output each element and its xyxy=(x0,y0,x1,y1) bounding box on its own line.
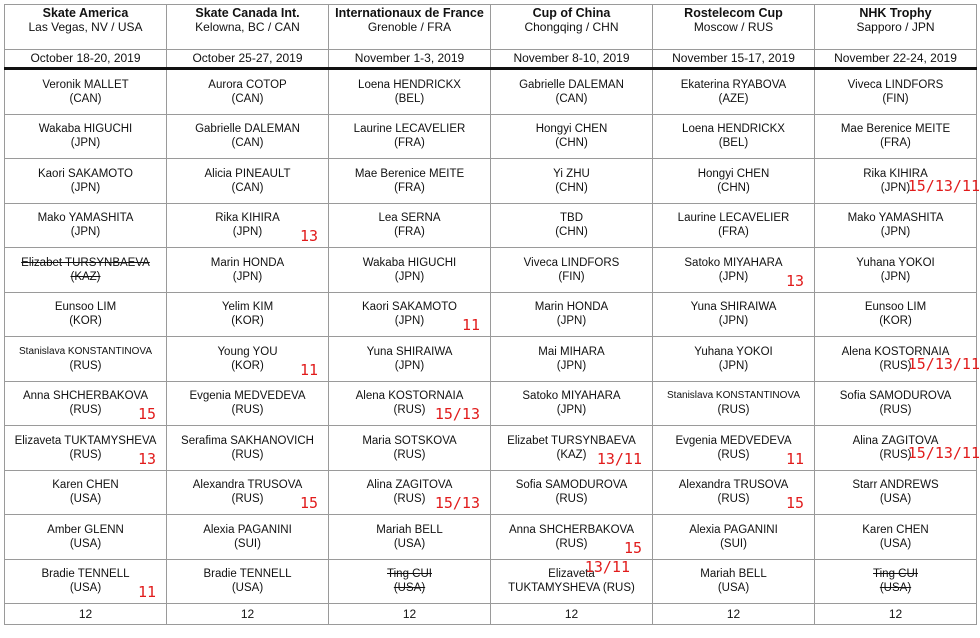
skater-name: Stanislava KONSTANTINOVA xyxy=(667,390,800,402)
skater-country: (FRA) xyxy=(718,226,749,239)
skater-cell xyxy=(815,559,977,604)
skater-name: Karen CHEN xyxy=(52,479,119,492)
skater-cell xyxy=(653,159,815,204)
table-row xyxy=(5,69,977,115)
skater-country: (KOR) xyxy=(231,359,264,372)
handwritten-annotation: 13 xyxy=(137,449,156,468)
skater-cell xyxy=(167,203,329,248)
skater-country: (KOR) xyxy=(879,315,912,328)
skater-cell xyxy=(491,292,653,337)
skater-country: (KAZ) xyxy=(70,270,101,283)
event-total: 12 xyxy=(815,604,977,625)
skater-cell xyxy=(815,426,980,471)
skater-country: (FIN) xyxy=(558,270,585,283)
skater-country: (RUS) xyxy=(879,448,912,461)
table-row xyxy=(5,559,977,604)
skater-name: Eunsoo LIM xyxy=(54,301,117,314)
skater-cell xyxy=(653,114,815,159)
skater-cell xyxy=(5,203,167,248)
skater-country: (KOR) xyxy=(231,315,264,328)
event-header-cell xyxy=(653,5,815,50)
handwritten-annotation: 11 xyxy=(785,449,804,468)
skater-country: (USA) xyxy=(879,537,912,550)
skater-name: Yuna SHIRAIWA xyxy=(366,345,453,358)
handwritten-annotation: 11 xyxy=(137,583,156,601)
event-location: Sapporo / JPN xyxy=(856,20,935,34)
skater-country: (CHN) xyxy=(717,181,750,194)
skater-country: (KOR) xyxy=(69,315,102,328)
skater-name: Alena KOSTORNAIA xyxy=(355,390,464,403)
skater-name: Ting CUI xyxy=(873,568,918,581)
skater-cell xyxy=(815,381,977,426)
skater-cell xyxy=(329,559,491,604)
handwritten-annotation: 15/13 xyxy=(434,405,480,423)
skater-cell xyxy=(329,248,491,293)
skater-name: Amber GLENN xyxy=(47,523,124,536)
skater-country: (USA) xyxy=(393,582,426,595)
skater-name: Young YOU xyxy=(217,345,278,358)
skater-name: Rika KIHIRA xyxy=(863,167,928,180)
event-total: 12 xyxy=(329,604,491,625)
skater-cell xyxy=(167,470,329,515)
skater-cell xyxy=(329,203,491,248)
table-row xyxy=(5,337,977,382)
skater-name: TBD xyxy=(560,212,583,225)
skater-cell xyxy=(329,337,491,382)
skater-country: (JPN) xyxy=(718,359,749,372)
skater-name: Mariah BELL xyxy=(376,523,443,536)
skater-cell xyxy=(167,159,329,204)
skater-country: (RUS) xyxy=(231,493,264,506)
event-total: 12 xyxy=(491,604,653,625)
event-header-cell xyxy=(815,5,977,50)
skater-name: Wakaba HIGUCHI xyxy=(38,123,133,136)
skater-name: Laurine LECAVELIER xyxy=(353,123,466,136)
skater-name: Gabrielle DALEMAN xyxy=(519,78,624,91)
skater-country: (USA) xyxy=(393,537,426,550)
skater-cell xyxy=(815,292,977,337)
skater-name: Mae Berenice MEITE xyxy=(354,167,465,180)
skater-name: Mae Berenice MEITE xyxy=(840,123,951,136)
skater-country: TUKTAMYSHEVA (RUS) xyxy=(508,582,635,595)
skater-cell xyxy=(329,69,491,115)
skater-country: (JPN) xyxy=(718,315,749,328)
skater-cell xyxy=(653,337,815,382)
skater-cell xyxy=(167,337,329,382)
skater-name: Mai MIHARA xyxy=(538,345,605,358)
skater-country: (RUS) xyxy=(879,359,912,372)
skater-country: (CAN) xyxy=(231,181,264,194)
skater-cell xyxy=(491,248,653,293)
event-total: 12 xyxy=(167,604,329,625)
skater-name: Alicia PINEAULT xyxy=(204,167,291,180)
skater-name: Alina ZAGITOVA xyxy=(852,434,939,447)
skater-country: (CAN) xyxy=(231,137,264,150)
skater-name: Yuhana YOKOI xyxy=(694,345,773,358)
skater-cell xyxy=(167,381,329,426)
skater-cell xyxy=(815,114,977,159)
table-row xyxy=(5,381,977,426)
skater-name: Bradie TENNELL xyxy=(41,568,130,581)
skater-cell xyxy=(815,337,980,382)
skater-country: (RUS) xyxy=(717,448,750,461)
skater-cell xyxy=(491,381,653,426)
event-header-cell xyxy=(167,5,329,50)
skater-name: Gabrielle DALEMAN xyxy=(195,123,300,136)
skater-cell xyxy=(167,248,329,293)
skater-country: (RUS) xyxy=(717,404,750,417)
skater-cell xyxy=(491,203,653,248)
skater-cell xyxy=(329,515,491,560)
handwritten-annotation: 13 xyxy=(299,227,318,245)
skater-country: (RUS) xyxy=(393,404,426,417)
skater-country: (SUI) xyxy=(720,537,747,550)
skater-name: Alena KOSTORNAIA xyxy=(841,345,950,358)
skater-name: Ekaterina RYABOVA xyxy=(680,78,787,91)
event-dates: November 8-10, 2019 xyxy=(491,50,653,69)
skater-name: Alina ZAGITOVA xyxy=(366,479,453,492)
skater-cell xyxy=(167,114,329,159)
skater-country: (JPN) xyxy=(394,359,425,372)
skater-name: Sofia SAMODUROVA xyxy=(839,390,952,403)
skater-name: Wakaba HIGUCHI xyxy=(362,256,457,269)
handwritten-annotation: 13/11 xyxy=(584,557,630,576)
skater-cell xyxy=(815,203,977,248)
skater-name: Hongyi CHEN xyxy=(535,123,608,136)
table-row xyxy=(5,248,977,293)
skater-country: (USA) xyxy=(717,582,750,595)
totals-row xyxy=(5,604,977,625)
skater-country: (RUS) xyxy=(69,404,102,417)
skater-name: Yi ZHU xyxy=(553,167,590,180)
skater-country: (CAN) xyxy=(231,92,264,105)
skater-name: Mako YAMASHITA xyxy=(847,212,944,225)
skater-country: (BEL) xyxy=(394,92,425,105)
skater-name: Anna SHCHERBAKOVA xyxy=(508,523,635,536)
skater-cell xyxy=(491,69,653,115)
skater-name: Alexandra TRUSOVA xyxy=(192,479,303,492)
handwritten-annotation: 13 xyxy=(785,271,804,290)
skater-name: Viveca LINDFORS xyxy=(847,78,944,91)
skater-country: (KAZ) xyxy=(556,448,587,461)
table-row xyxy=(5,114,977,159)
skater-cell xyxy=(815,159,980,204)
skater-cell xyxy=(815,515,977,560)
skater-country: (RUS) xyxy=(393,448,426,461)
table-body xyxy=(5,5,980,625)
event-name: Skate Canada Int. xyxy=(195,6,300,20)
event-name: Cup of China xyxy=(532,6,611,20)
event-location: Moscow / RUS xyxy=(693,20,774,34)
event-header-cell xyxy=(329,5,491,50)
skater-name: Laurine LECAVELIER xyxy=(677,212,790,225)
handwritten-annotation: 15/13/11 xyxy=(907,354,980,373)
skater-name: Karen CHEN xyxy=(862,523,929,536)
event-dates: November 22-24, 2019 xyxy=(815,50,977,69)
skater-country: (AZE) xyxy=(718,92,749,105)
skater-cell xyxy=(491,114,653,159)
skater-country: (USA) xyxy=(69,537,102,550)
skater-country: (BEL) xyxy=(718,137,749,150)
skater-name: Marin HONDA xyxy=(210,256,285,269)
skater-name: Serafima SAKHANOVICH xyxy=(181,434,314,447)
skater-cell xyxy=(167,292,329,337)
event-dates: November 1-3, 2019 xyxy=(329,50,491,69)
table-row xyxy=(5,470,977,515)
skater-cell xyxy=(491,470,653,515)
skater-name: Aurora COTOP xyxy=(208,78,287,91)
skater-name: Mako YAMASHITA xyxy=(37,212,134,225)
skater-name: Evgenia MEDVEDEVA xyxy=(189,390,306,403)
skater-country: (JPN) xyxy=(880,181,911,194)
skater-country: (JPN) xyxy=(880,270,911,283)
skater-country: (JPN) xyxy=(556,359,587,372)
skater-cell xyxy=(653,292,815,337)
event-dates: October 18-20, 2019 xyxy=(5,50,167,69)
event-location: Grenoble / FRA xyxy=(367,20,452,34)
event-location: Kelowna, BC / CAN xyxy=(195,20,300,34)
skater-name: Mariah BELL xyxy=(700,568,767,581)
skater-country: (JPN) xyxy=(70,226,101,239)
skater-country: (JPN) xyxy=(718,270,749,283)
skater-country: (JPN) xyxy=(880,226,911,239)
skater-name: Yuhana YOKOI xyxy=(856,256,935,269)
skater-name: Sofia SAMODUROVA xyxy=(515,479,628,492)
table-row xyxy=(5,292,977,337)
event-name: Rostelecom Cup xyxy=(684,6,783,20)
event-total: 12 xyxy=(5,604,167,625)
skater-name: Veronik MALLET xyxy=(42,78,129,91)
skater-country: (USA) xyxy=(879,493,912,506)
skater-cell xyxy=(653,470,815,515)
skater-name: Bradie TENNELL xyxy=(203,568,292,581)
skater-cell xyxy=(5,381,167,426)
skater-cell xyxy=(815,69,977,115)
skater-name: Elizabet TURSYNBAEVA xyxy=(507,434,636,447)
skater-cell xyxy=(815,248,977,293)
skater-country: (JPN) xyxy=(70,137,101,150)
event-header-cell xyxy=(491,5,653,50)
handwritten-annotation: 13/11 xyxy=(596,449,642,468)
skater-name: Marin HONDA xyxy=(534,301,609,314)
skater-country: (RUS) xyxy=(393,493,426,506)
skater-country: (CHN) xyxy=(555,226,588,239)
skater-cell xyxy=(653,559,815,604)
skater-name: Lea SERNA xyxy=(378,212,441,225)
handwritten-annotation: 15 xyxy=(299,494,318,512)
skater-name: Satoko MIYAHARA xyxy=(684,256,783,269)
skater-name: Yelim KIM xyxy=(221,301,274,314)
skater-country: (JPN) xyxy=(556,404,587,417)
skater-name: Kaori SAKAMOTO xyxy=(37,167,133,180)
skater-country: (CHN) xyxy=(555,181,588,194)
skater-name: Hongyi CHEN xyxy=(697,167,770,180)
skater-name: Elizabet TURSYNBAEVA xyxy=(21,256,150,269)
skater-country: (RUS) xyxy=(231,404,264,417)
event-dates-row xyxy=(5,50,977,69)
skater-country: (JPN) xyxy=(70,181,101,194)
skater-cell xyxy=(329,381,491,426)
skater-country: (RUS) xyxy=(555,493,588,506)
skater-cell xyxy=(167,69,329,115)
skater-country: (RUS) xyxy=(879,404,912,417)
skater-country: (USA) xyxy=(69,493,102,506)
skater-country: (RUS) xyxy=(717,493,750,506)
skater-country: (CAN) xyxy=(555,92,588,105)
skater-cell xyxy=(329,292,491,337)
skater-name: Viveca LINDFORS xyxy=(523,256,620,269)
skater-name: Eunsoo LIM xyxy=(864,301,927,314)
handwritten-annotation: 15/13/11 xyxy=(907,443,980,462)
skater-country: (JPN) xyxy=(232,270,263,283)
skater-name: Stanislava KONSTANTINOVA xyxy=(19,345,152,357)
handwritten-annotation: 15 xyxy=(785,494,804,512)
skater-cell xyxy=(653,248,815,293)
handwritten-annotation: 15 xyxy=(137,405,156,423)
skater-country: (USA) xyxy=(231,582,264,595)
skater-cell xyxy=(5,69,167,115)
skater-country: (FRA) xyxy=(394,181,425,194)
skater-name: Kaori SAKAMOTO xyxy=(361,301,457,314)
event-dates: November 15-17, 2019 xyxy=(653,50,815,69)
skater-name: Loena HENDRICKX xyxy=(358,78,461,91)
skater-name: Elizaveta TUKTAMYSHEVA xyxy=(14,434,157,447)
skater-cell xyxy=(491,159,653,204)
skater-cell xyxy=(167,559,329,604)
skater-name: Anna SHCHERBAKOVA xyxy=(22,390,149,403)
skater-name: Evgenia MEDVEDEVA xyxy=(675,434,792,447)
handwritten-annotation: 11 xyxy=(461,316,480,334)
skater-name: Rika KIHIRA xyxy=(215,212,280,225)
event-header-row xyxy=(5,5,977,50)
skater-name: Starr ANDREWS xyxy=(852,479,939,492)
skater-country: (USA) xyxy=(879,582,912,595)
skater-country: (FRA) xyxy=(394,137,425,150)
skater-cell xyxy=(653,515,815,560)
skater-country: (JPN) xyxy=(394,270,425,283)
skater-country: (RUS) xyxy=(231,448,264,461)
event-total: 12 xyxy=(653,604,815,625)
event-location: Las Vegas, NV / USA xyxy=(28,20,143,34)
skater-cell xyxy=(5,159,167,204)
handwritten-annotation: 15/13 xyxy=(434,494,480,512)
skater-cell xyxy=(167,515,329,560)
handwritten-annotation: 15/13/11 xyxy=(907,176,980,195)
skater-country: (CHN) xyxy=(555,137,588,150)
skater-country: (RUS) xyxy=(69,448,102,461)
skater-cell xyxy=(329,114,491,159)
table-row xyxy=(5,203,977,248)
skater-cell xyxy=(491,559,653,604)
skater-cell xyxy=(5,426,167,471)
skater-cell xyxy=(5,470,167,515)
skater-name: Yuna SHIRAIWA xyxy=(690,301,777,314)
skater-cell xyxy=(329,426,491,471)
skater-country: (FIN) xyxy=(882,92,909,105)
skater-cell xyxy=(5,292,167,337)
skater-cell xyxy=(491,426,653,471)
handwritten-annotation: 11 xyxy=(299,360,318,379)
skater-cell xyxy=(5,337,167,382)
event-dates: October 25-27, 2019 xyxy=(167,50,329,69)
skater-name: Maria SOTSKOVA xyxy=(362,434,457,447)
handwritten-annotation: 15 xyxy=(623,538,642,557)
skater-cell xyxy=(5,248,167,293)
event-name: Skate America xyxy=(42,6,129,20)
skater-country: (JPN) xyxy=(394,315,425,328)
skater-country: (JPN) xyxy=(556,315,587,328)
skater-name: Alexandra TRUSOVA xyxy=(678,479,789,492)
skater-cell xyxy=(5,559,167,604)
skater-country: (RUS) xyxy=(555,537,588,550)
skater-name: Ting CUI xyxy=(387,568,432,581)
skater-country: (USA) xyxy=(69,582,102,595)
skater-cell xyxy=(5,515,167,560)
skater-name: Alexia PAGANINI xyxy=(689,523,778,536)
skater-cell xyxy=(167,426,329,471)
table-row xyxy=(5,515,977,560)
skater-country: (JPN) xyxy=(232,226,263,239)
skater-cell xyxy=(653,381,815,426)
skater-cell xyxy=(491,515,653,560)
skater-country: (FRA) xyxy=(880,137,911,150)
skater-country: (CAN) xyxy=(69,92,102,105)
event-name: NHK Trophy xyxy=(859,6,932,20)
skater-name: Alexia PAGANINI xyxy=(203,523,292,536)
skater-country: (RUS) xyxy=(69,359,102,372)
skater-cell xyxy=(653,426,815,471)
grand-prix-assignments-table xyxy=(4,4,980,625)
skater-country: (SUI) xyxy=(234,537,261,550)
skater-cell xyxy=(491,337,653,382)
skater-name: Elizaveta xyxy=(548,568,595,581)
table-row xyxy=(5,159,977,204)
skater-cell xyxy=(653,69,815,115)
event-name: Internationaux de France xyxy=(335,6,484,20)
skater-cell xyxy=(329,159,491,204)
skater-cell xyxy=(653,203,815,248)
skater-name: Satoko MIYAHARA xyxy=(522,390,621,403)
table-row xyxy=(5,426,977,471)
event-location: Chongqing / CHN xyxy=(524,20,619,34)
skater-cell xyxy=(5,114,167,159)
skater-cell xyxy=(815,470,977,515)
skater-name: Loena HENDRICKX xyxy=(682,123,785,136)
event-header-cell xyxy=(5,5,167,50)
skater-country: (FRA) xyxy=(394,226,425,239)
skater-cell xyxy=(329,470,491,515)
